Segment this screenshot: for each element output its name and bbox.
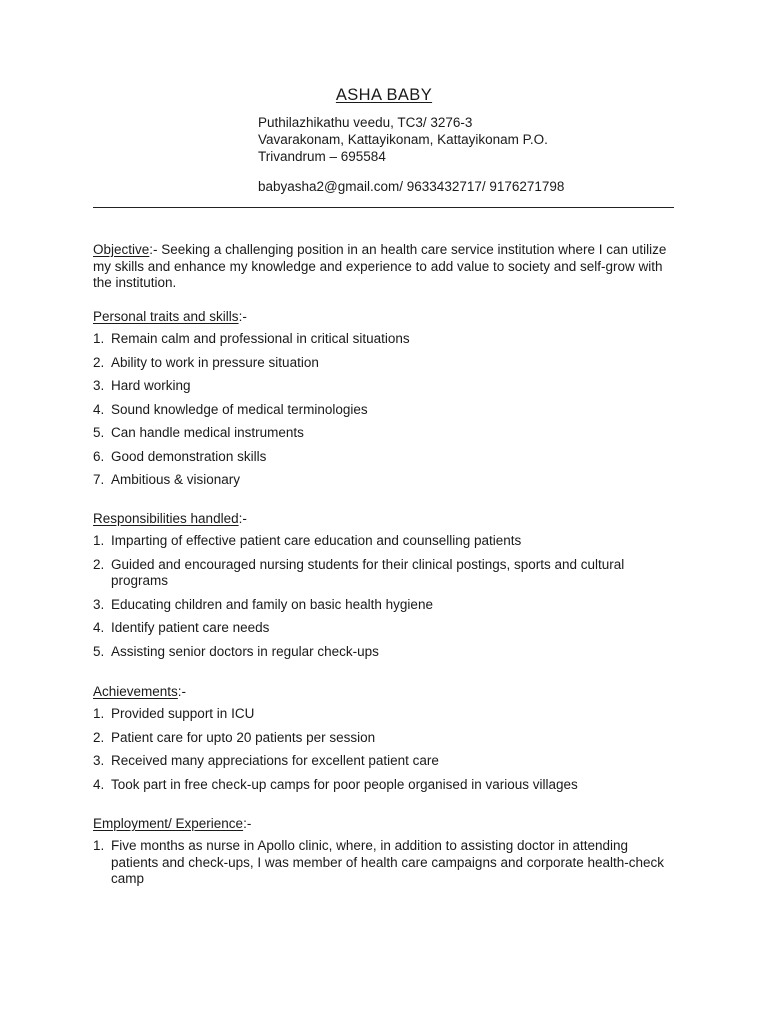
item-text: Educating children and family on basic health hygiene <box>111 596 433 612</box>
address-line: Puthilazhikathu veedu, TC3/ 3276-3 <box>258 115 473 130</box>
item-number: 1. <box>93 533 105 548</box>
item-number: 3. <box>93 596 105 612</box>
item-text: Assisting senior doctors in regular check-ups <box>111 643 379 659</box>
header-divider <box>93 207 674 208</box>
item-number: 4. <box>93 776 105 792</box>
section-heading <box>93 510 678 527</box>
item-number: 7. <box>93 472 105 487</box>
employment-list <box>93 838 678 888</box>
item-number: 2. <box>93 354 105 370</box>
list-item <box>93 533 678 550</box>
list-item <box>93 378 678 395</box>
item-number: 4. <box>93 620 105 635</box>
item-text: Provided support in ICU <box>111 706 255 721</box>
item-text: Patient care for upto 20 patients per session <box>111 729 376 745</box>
list-item <box>93 838 678 888</box>
traits-heading: Personal traits and skills <box>93 309 239 324</box>
list-item <box>93 402 678 419</box>
heading-suffix: :- <box>238 511 247 526</box>
list-item <box>93 557 678 590</box>
list-item <box>93 706 678 723</box>
traits-list <box>93 331 678 489</box>
section-employment <box>93 815 678 888</box>
candidate-name: ASHA BABY <box>335 86 433 104</box>
item-text: Five months as nurse in Apollo clinic, where, in addition to assisting doctor in attending patients and check-ups, I was member of health care campaigns and corporate health-check camp <box>111 838 665 886</box>
item-text: Sound knowledge of medical terminologies <box>111 401 368 417</box>
heading-suffix: :- <box>243 816 252 831</box>
item-number: 1. <box>93 838 105 853</box>
item-text: Guided and encouraged nursing students for their clinical postings, sports and cultural programs <box>111 556 625 588</box>
list-item <box>93 449 678 466</box>
list-item <box>93 730 678 747</box>
objective-label: Objective <box>93 242 150 257</box>
responsibilities-heading: Responsibilities handled <box>93 511 239 526</box>
item-text: Good demonstration skills <box>111 448 267 464</box>
section-heading <box>93 683 678 700</box>
section-traits <box>93 308 678 489</box>
employment-heading: Employment/ Experience <box>93 816 244 831</box>
list-item <box>93 777 678 794</box>
item-number: 6. <box>93 448 105 464</box>
address-line: Trivandrum – 695584 <box>258 149 386 164</box>
item-text: Identify patient care needs <box>111 620 270 635</box>
section-achievements <box>93 683 678 793</box>
item-number: 3. <box>93 378 105 393</box>
item-text: Can handle medical instruments <box>111 425 304 440</box>
item-number: 5. <box>93 425 105 440</box>
list-item <box>93 644 678 661</box>
contact-line: babyasha2@gmail.com/ 9633432717/ 9176271798 <box>258 179 565 194</box>
item-text: Ability to work in pressure situation <box>111 354 319 370</box>
list-item <box>93 753 678 770</box>
item-number: 4. <box>93 401 105 417</box>
section-heading <box>93 308 678 325</box>
list-item <box>93 620 678 637</box>
item-number: 2. <box>93 729 105 745</box>
item-text: Imparting of effective patient care education and counselling patients <box>111 533 522 548</box>
list-item <box>93 331 678 348</box>
item-text: Remain calm and professional in critical situations <box>111 331 410 346</box>
objective-paragraph <box>93 242 678 292</box>
heading-suffix: :- <box>177 684 187 699</box>
list-item <box>93 425 678 442</box>
address-block <box>258 114 548 165</box>
address-line: Vavarakonam, Kattayikonam, Kattayikonam P.O. <box>258 132 548 147</box>
achievements-heading: Achievements <box>93 684 178 699</box>
objective-text: Seeking a challenging position in an health care service institution where I can utilize my skills and enhance my knowledge and experience to add value to society and self-grow with the institution. <box>93 242 667 290</box>
item-number: 1. <box>93 331 105 346</box>
item-text: Received many appreciations for excellent patient care <box>111 753 439 768</box>
responsibilities-list <box>93 533 678 660</box>
heading-suffix: :- <box>238 309 247 324</box>
list-item <box>93 472 678 489</box>
section-heading <box>93 815 678 832</box>
item-number: 3. <box>93 753 105 768</box>
item-number: 5. <box>93 643 105 659</box>
item-text: Took part in free check-up camps for poor people organised in various villages <box>111 776 578 792</box>
list-item <box>93 355 678 372</box>
item-number: 2. <box>93 556 105 572</box>
section-responsibilities <box>93 510 678 660</box>
objective-separator: :- <box>149 242 162 257</box>
item-text: Hard working <box>111 378 191 393</box>
list-item <box>93 597 678 614</box>
item-number: 1. <box>93 706 105 721</box>
item-text: Ambitious & visionary <box>111 472 241 487</box>
achievements-list <box>93 706 678 793</box>
